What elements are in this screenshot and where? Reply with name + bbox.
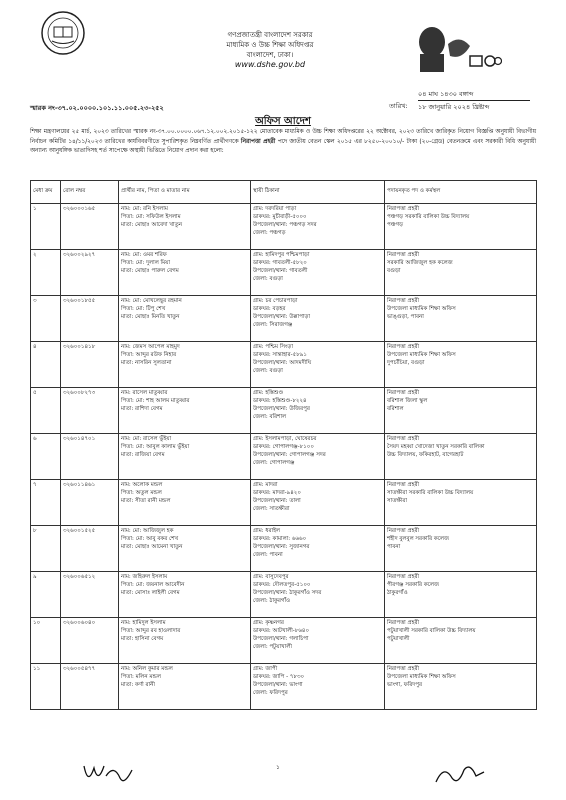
- cell-roll: ৩২৬০১১৪৬১: [61, 480, 119, 526]
- table-row: [31, 572, 537, 618]
- cell-post-line: সৈয়দ মহব্বা খোদেজা খাতুন সরকারি বালিকা: [387, 444, 485, 450]
- cell-name-line: নাম: মো: মোখলেছুর রহমান: [121, 298, 182, 304]
- cell-serial: ৩: [31, 296, 61, 342]
- cell-address-line: উপজেলা/থানা: সুজানগর: [253, 544, 310, 550]
- appointment-table: [30, 180, 537, 710]
- cell-post-line: বরিশাল: [387, 406, 404, 412]
- cell-roll: ৩২৬০০৫৪৭৭: [61, 664, 119, 710]
- cell-post-line: সাতক্ষীরা: [387, 498, 408, 504]
- cell-address-line: ডাকঘর: গাবতলী-৫৮২০: [253, 260, 307, 266]
- cell-name-line: পিতা: মো: সফিউল ইসলাম: [121, 214, 181, 220]
- cell-address-line: উপজেলা/থানা: ভাংগা: [253, 682, 303, 688]
- cell-serial: ৪: [31, 342, 61, 388]
- dshe-emblem-icon: [40, 10, 86, 56]
- cell-name-line: নাম: হামিদুল ইসলাম: [121, 620, 166, 626]
- cell-post-line: নিরাপত্তা প্রহরী: [387, 390, 420, 396]
- cell-name-line: নাম: মো: রাসেল ভুঁইয়া: [121, 436, 172, 442]
- cell-post-line: বগুড়া: [387, 268, 401, 274]
- directorate-name: মাধ্যমিক ও উচ্চ শিক্ষা অধিদপ্তর: [226, 41, 314, 49]
- table-row: [31, 618, 537, 664]
- cell-roll: ৩২৬০০০১৬৫: [61, 204, 119, 250]
- cell-post-line: নিরাপত্তা প্রহরী: [387, 620, 420, 626]
- cell-address-line: ডাকঘর: হস্তিশুণ্ড-৮২২৪: [253, 398, 307, 404]
- cell-address: [251, 664, 385, 710]
- cell-post: [385, 480, 537, 526]
- cell-post-line: পাবনা: [387, 544, 401, 550]
- cell-post: [385, 296, 537, 342]
- cell-post-line: ভাঙ্গুড়া, পাবনা: [387, 314, 424, 320]
- cell-name: [119, 204, 251, 250]
- cell-address-line: জেলা: গোপালগঞ্জ: [253, 460, 295, 466]
- cell-name-line: মাতা: কর্ণা রানী: [121, 682, 155, 688]
- cell-address-line: উপজেলা/থানা: পঞ্চগড় সদর: [253, 222, 317, 228]
- cell-name-line: মাতা: সীতা রানী মন্ডল: [121, 498, 171, 504]
- cell-post: [385, 250, 537, 296]
- cell-name-line: মাতা: মোছাঃ মিনতি খাতুন: [121, 314, 180, 320]
- cell-address-line: গ্রাম: পশ্চিম সিংড়া: [253, 344, 293, 350]
- cell-name-line: মাতা: মোসাঃ লাইলী বেগম: [121, 590, 180, 596]
- cell-post-line: সাতক্ষীরা সরকারি বালিকা উচ্চ বিদ্যালয়: [387, 490, 474, 496]
- cell-address-line: জেলা: বরিশাল: [253, 414, 287, 420]
- cell-name-line: মাতা: নাসরিন সুলতানা: [121, 360, 172, 366]
- cell-address: [251, 250, 385, 296]
- intro-paragraph: [30, 128, 536, 157]
- col-header-roll: রোল নম্বর: [61, 181, 119, 204]
- cell-name: [119, 434, 251, 480]
- cell-name-line: পিতা: মো: জয়নাল আবেদীন: [121, 582, 185, 588]
- cell-serial: ৫: [31, 388, 61, 434]
- cell-address-line: উপজেলা/থানা: তালা: [253, 498, 301, 504]
- cell-address-line: জেলা: বগুড়া: [253, 368, 283, 374]
- letterhead: [160, 30, 380, 70]
- cell-address: [251, 526, 385, 572]
- cell-name-line: মাতা: মোছাঃ আমেনা খাতুন: [121, 544, 183, 550]
- cell-address-line: উপজেলা/থানা: গাবতলী: [253, 268, 308, 274]
- cell-serial: ১: [31, 204, 61, 250]
- cell-address-line: জেলা: পাবনা: [253, 552, 283, 558]
- cell-address-line: উপজেলা/থানা: উল্লাপাড়া: [253, 314, 310, 320]
- memo-number: স্মারক নং-৩৭.০২.০০০০.১০১.১১.০০৫.২৩-২৫২: [30, 104, 164, 112]
- cell-address-line: গ্রাম: হস্তিশুণ্ড: [253, 390, 284, 396]
- cell-address-line: জেলা: ফরিদপুর: [253, 690, 288, 696]
- cell-name-line: পিতা: আব্দুর রউফ নিহার: [121, 352, 177, 358]
- cell-name-line: নাম: মো: রনি ইসলাম: [121, 206, 168, 212]
- table-row: [31, 250, 537, 296]
- cell-post: [385, 204, 537, 250]
- cell-serial: ২: [31, 250, 61, 296]
- intro-post-name: নিরাপত্তা প্রহরী: [240, 138, 276, 145]
- cell-post-line: পটুয়াখালী সরকারি বালিকা উচ্চ বিদ্যালয়: [387, 628, 476, 634]
- cell-name-line: পিতা: মো: টিপু শেখ: [121, 306, 166, 312]
- cell-address-line: উপজেলা/থানা: ঠাকুরগাঁও সদর: [253, 590, 322, 596]
- table-row: [31, 664, 537, 710]
- cell-roll: ৩২৬০০১৪১৮: [61, 342, 119, 388]
- cell-name: [119, 526, 251, 572]
- signature-mark-right-icon: [430, 760, 490, 790]
- cell-name-line: নাম: মো: ওমর শরিফ: [121, 252, 167, 258]
- cell-address-line: ডাকঘর: বড়হর: [253, 306, 286, 312]
- cell-address-line: ডাকঘর: আটখালী-৮৬৪০: [253, 628, 310, 634]
- cell-name-line: মাতা: মোছাঃ পারুল বেগম: [121, 268, 179, 274]
- cell-post-line: ভাংগা, ফরিদপুর: [387, 682, 423, 688]
- cell-post-line: পঞ্চগড় সরকারি বালিকা উচ্চ বিদ্যালয়: [387, 214, 470, 220]
- table-row: [31, 342, 537, 388]
- table-header-row: [31, 181, 537, 204]
- cell-name-line: মাতা: রাজিয়া বেগম: [121, 452, 165, 458]
- cell-roll: ৩২৬০০৮২৭৩: [61, 388, 119, 434]
- table-body: [31, 204, 537, 710]
- cell-post-line: সরকারি আজিজুল হক কলেজ: [387, 260, 453, 266]
- cell-address-line: ডাকঘর: কামালা: ৬৬৬০: [253, 536, 307, 542]
- cell-post-line: পঞ্চগড়: [387, 222, 404, 228]
- cell-address-line: গ্রাম: মাদরা: [253, 482, 278, 488]
- cell-address-line: গ্রাম: ইসলামপাড়া, ঘোষেরচর: [253, 436, 317, 442]
- cell-name: [119, 618, 251, 664]
- cell-address: [251, 434, 385, 480]
- cell-address-line: ডাকঘর: সান্তাহার-৫৮৯১: [253, 352, 307, 358]
- cell-roll: ৩২৬০০১৮৫৫: [61, 296, 119, 342]
- col-header-address: স্থায়ী ঠিকানা: [251, 181, 385, 204]
- table-row: [31, 296, 537, 342]
- cell-post-line: নিরাপত্তা প্রহরী: [387, 298, 420, 304]
- cell-name: [119, 296, 251, 342]
- intro-text-after: পদে জাতীয় বেতন স্কেল ২০১৫ এর ৮২৫০-২০০১০/- টাকা (২০-গ্রেড) বেতনক্রমে এবং সরকারী বিধি অনুযায়ী অন্যান্য আনুষঙ্গিক ভাতাদিসহ শর্ত সাপেক্ষে অস্থায়ী ভিত্তিতে নিয়োগ প্রদান করা হলো:: [30, 138, 536, 154]
- cell-post-line: ঠাকুরগাঁও: [387, 590, 408, 596]
- table-row: [31, 526, 537, 572]
- cell-address-line: ডাকঘর: গোপালগঞ্জ-৮১০০: [253, 444, 314, 450]
- cell-name-line: নাম: অনিল কুমার মন্ডল: [121, 666, 173, 672]
- cell-address-line: জেলা: সিরাজগঞ্জ: [253, 322, 293, 328]
- cell-post-line: নিরাপত্তা প্রহরী: [387, 252, 420, 258]
- cell-address-line: উপজেলা/থানা: আদমদীঘি: [253, 360, 312, 366]
- cell-address-line: ডাকঘর: জাপি - ৭৮৩০: [253, 674, 305, 680]
- location: বাংলাদেশ, ঢাকা।: [246, 51, 294, 59]
- govt-name: গণপ্রজাতন্ত্রী বাংলাদেশ সরকার: [227, 31, 313, 39]
- cell-post-line: নিরাপত্তা প্রহরী: [387, 528, 420, 534]
- cell-serial: ১০: [31, 618, 61, 664]
- mujib-100-logo-icon: [412, 20, 502, 76]
- cell-post-line: নিরাপত্তা প্রহরী: [387, 482, 420, 488]
- cell-post-line: নিরাপত্তা প্রহরী: [387, 206, 420, 212]
- table-row: [31, 204, 537, 250]
- cell-name-line: পিতা: মো: আবুল কালাম ভুঁইয়া: [121, 444, 190, 450]
- cell-name: [119, 480, 251, 526]
- cell-name-line: পিতা: আব্দুর রব হাওলাদার: [121, 628, 181, 634]
- cell-address: [251, 388, 385, 434]
- cell-name-line: পিতা: মো: দুলাল মিয়া: [121, 260, 171, 266]
- cell-post-line: পীরগঞ্জ সরকারি কলেজ: [387, 582, 439, 588]
- table-row: [31, 480, 537, 526]
- cell-address-line: গ্রাম: ধরাইল: [253, 528, 281, 534]
- signature-mark-left-icon: [80, 756, 140, 790]
- date-label: তারিখ:: [389, 102, 408, 110]
- cell-post-line: পটুয়াখালী: [387, 636, 410, 642]
- cell-roll: ৩২৬০০৬০৪০: [61, 618, 119, 664]
- cell-name-line: মাতা: মোছাঃ আবেদা খাতুন: [121, 222, 182, 228]
- cell-name: [119, 572, 251, 618]
- cell-name-line: পিতা: মো: আবু বকর শেখ: [121, 536, 179, 542]
- cell-post-line: উপজেলা মাধ্যমিক শিক্ষা অফিস: [387, 352, 456, 358]
- cell-address-line: গ্রাম: কৃষ্ণনগর: [253, 620, 284, 626]
- cell-roll: ৩২৬০০২৯২৭: [61, 250, 119, 296]
- cell-name-line: নাম: জহিরুল ইসলাম: [121, 574, 168, 580]
- cell-name: [119, 342, 251, 388]
- cell-address-line: জেলা: পঞ্চগড়: [253, 230, 286, 236]
- cell-post-line: নিরাপত্তা প্রহরী: [387, 574, 420, 580]
- cell-name: [119, 388, 251, 434]
- cell-name: [119, 664, 251, 710]
- cell-serial: ৯: [31, 572, 61, 618]
- cell-post-line: শহীদ বুলবুল সরকারি কলেজ: [387, 536, 449, 542]
- cell-name-line: মাতা: রাশিদা বেগম: [121, 406, 163, 412]
- cell-post: [385, 664, 537, 710]
- cell-name-line: নাম: অলোক মন্ডল: [121, 482, 163, 488]
- cell-address-line: গ্রাম: জাপী: [253, 666, 278, 672]
- cell-address-line: ডাকঘর: মুচীবাড়ী-৫০০০: [253, 214, 307, 220]
- date-english: ১৮ জানুয়ারি ২০২৪ খ্রিষ্টাব্দ: [418, 103, 490, 111]
- cell-name-line: নাম: জেমস আপেল মাহমুদ: [121, 344, 180, 350]
- cell-address: [251, 204, 385, 250]
- cell-address-line: জেলা: বগুড়া: [253, 276, 283, 282]
- cell-post-line: উপজেলা মাধ্যমিক শিক্ষা অফিস: [387, 674, 456, 680]
- cell-address-line: উপজেলা/থানা: উজিরপুর: [253, 406, 310, 412]
- cell-post-line: দুপচাঁচিয়া, বগুড়া: [387, 360, 425, 366]
- cell-address: [251, 572, 385, 618]
- col-header-post: পদায়নকৃত পদ ও কর্মস্থল: [385, 181, 537, 204]
- cell-post-line: নিরাপত্তা প্রহরী: [387, 344, 420, 350]
- cell-roll: ৩২৬০০১৫২৫: [61, 526, 119, 572]
- table-row: [31, 388, 537, 434]
- col-header-serial: মেধা ক্রম: [31, 181, 61, 204]
- cell-post: [385, 388, 537, 434]
- cell-serial: ৭: [31, 480, 61, 526]
- date-bangla: ০৪ মাঘ ১৪৩০ বঙ্গাব্দ: [418, 90, 474, 98]
- cell-roll: ৩২৬০১৪৭০১: [61, 434, 119, 480]
- cell-serial: ১১: [31, 664, 61, 710]
- table-row: [31, 434, 537, 480]
- cell-post-line: বরিশাল জিলা স্কুল: [387, 398, 428, 404]
- cell-post-line: উপজেলা মাধ্যমিক শিক্ষা অফিস: [387, 306, 456, 312]
- cell-name-line: পিতা: অতুল মন্ডল: [121, 490, 162, 496]
- cell-post: [385, 526, 537, 572]
- cell-address-line: গ্রাম: বাসুদেবপুর: [253, 574, 289, 580]
- cell-post: [385, 342, 537, 388]
- cell-name-line: পিতা: মলিন মন্ডল: [121, 674, 161, 680]
- cell-address-line: উপজেলা/থানা: গলাচিপা: [253, 636, 309, 642]
- cell-post: [385, 618, 537, 664]
- cell-name: [119, 250, 251, 296]
- col-header-name: প্রার্থীর নাম, পিতা ও মাতার নাম: [119, 181, 251, 204]
- cell-address: [251, 618, 385, 664]
- cell-address-line: গ্রাম: হামিদপুর পশ্চিমপাড়া: [253, 252, 310, 258]
- cell-address-line: উপজেলা/থানা: গোপালগঞ্জ সদর: [253, 452, 326, 458]
- cell-address-line: গ্রাম: দরদরিয়া পাড়া: [253, 206, 297, 212]
- cell-address-line: জেলা: ঠাকুরগাঁও: [253, 598, 291, 604]
- cell-address-line: জেলা: সাতক্ষীরা: [253, 506, 290, 512]
- website-link[interactable]: www.dshe.gov.bd: [234, 60, 306, 69]
- cell-address: [251, 342, 385, 388]
- cell-post: [385, 434, 537, 480]
- cell-post-line: উচ্চ বিদ্যালয়, ফকিরহাট, বাগেরহাট: [387, 452, 464, 458]
- cell-name-line: নাম: মো: আজিজুল হক: [121, 528, 174, 534]
- date-block: [418, 89, 530, 112]
- cell-post-line: নিরাপত্তা প্রহরী: [387, 666, 420, 672]
- cell-address-line: জেলা: পটুয়াখালী: [253, 644, 292, 650]
- cell-name-line: মাতা: হাসিনা বেগম: [121, 636, 164, 642]
- cell-name-line: পিতা: মো: শাহ আলম মাতুব্বার: [121, 398, 190, 404]
- cell-address: [251, 480, 385, 526]
- intro-text-before: শিক্ষা মন্ত্রণালয়ের ২৫ মার্চ, ২০২৩ তারিখের স্মারক নং-৩৭.০০.০০০০.০৬৭.১২.০০২.২০১৫-১২২ মোতাবেক মাধ্যমিক ও উচ্চ শিক্ষা অধিদপ্তরের ২২ অক্টোবর, ২০২৩ তারিখে জারিকৃত নিয়োগ বিজ্ঞপ্তি অনুযায়ী বিভাগীয় নির্বাচন কমিটির ১৪/১১/২০২৩ তারিখের কার্যবিবরণীতে সুপারিশকৃত নিম্নবর্ণিত প্রার্থীগণকে: [30, 129, 536, 145]
- cell-serial: ৬: [31, 434, 61, 480]
- cell-address-line: ডাকঘর: দৌলতপুর-৫১০০: [253, 582, 311, 588]
- document-title: অফিস আদেশ: [255, 116, 311, 127]
- cell-address: [251, 296, 385, 342]
- cell-name-line: নাম: রাসেল মাতুব্বার: [121, 390, 168, 396]
- cell-address-line: ডাকঘর: মাদরা-৯৪২০: [253, 490, 301, 496]
- cell-post-line: নিরাপত্তা প্রহরী: [387, 436, 420, 442]
- cell-address-line: গ্রাম: চর পেচারপাড়া: [253, 298, 298, 304]
- cell-post: [385, 572, 537, 618]
- cell-roll: ৩২৬০০৬৫১২: [61, 572, 119, 618]
- cell-serial: ৮: [31, 526, 61, 572]
- page-number: ১: [276, 764, 280, 771]
